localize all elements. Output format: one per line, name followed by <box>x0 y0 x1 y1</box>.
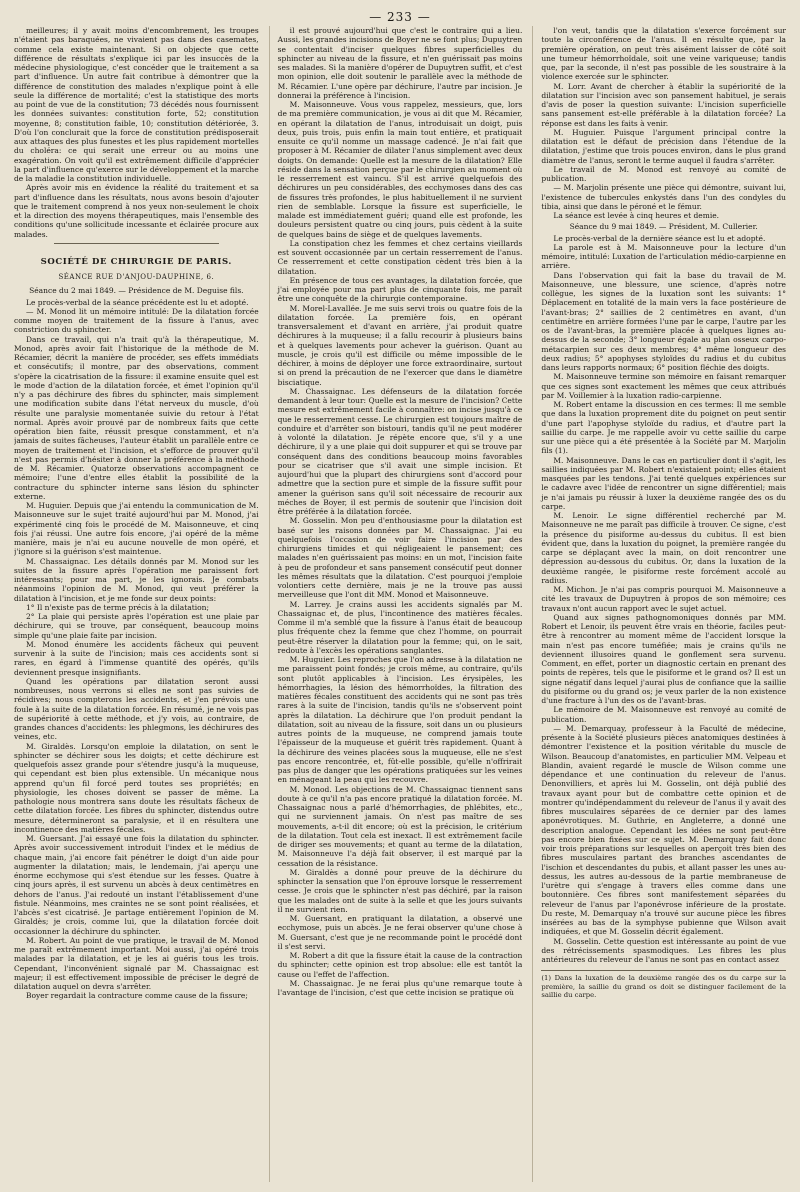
paragraph: M. Larrey. Je crains aussi les accidents signalés par M. Chassaignac et, de plus, l'incontinence des matières fécales. Comme il m'a semblé que la fissure à l'anus était de beaucoup plus fréquente chez la femme que chez l'homme, on pourrait peut-être réserver la dilatation pour la femme; qui, on le sait, redoute à l'excès les opérations sanglantes. <box>277 599 523 655</box>
paragraph: Boyer regardait la contracture comme cause de la fissure; <box>26 991 248 1001</box>
paragraph: M. Guersant, en pratiquant la dilatation, a observé une ecchymose, puis un abcès. Je ne ferai observer qu'une chose à M. Guersant, c'est que je ne recommande point le procédé dont il s'est servi. <box>277 914 523 951</box>
text-columns <box>14 26 786 1182</box>
paragraph: l'on veut, tandis que la dilatation s'exerce forcément sur toute la circonférence de l'anus. Il en résulte que, par la première opération, on peut très aisément laisser de côté soit une tumeur hémorrhoïdale, soit une veine variqueuse; tandis que, par la seconde, il n'est pas possible de les soustraire à la violence exercée sur le sphincter. <box>541 26 787 82</box>
paragraph: La parole est à M. Maisonneuve pour la lecture d'un mémoire, intitulé: Luxation de l'articulation médio-carpienne en arrière. <box>541 242 787 271</box>
paragraph: M. Maisonneuve termine son mémoire en faisant remarquer que ces signes sont exactement les mêmes que ceux attribués par M. Voillemier à la luxation radio-carpienne. <box>541 372 787 400</box>
paragraph: M. Maisonneuve. Dans le cas en particulier dont il s'agit, les saillies indiquées par M. Robert n'existaient point; elles étaient masquées par les tendons. J'ai tenté quelques expériences sur le cadavre avec l'idée de rencontrer un signe différentiel; mais je n'ai jamais pu réussir à luxer la deuxième rangée des os du carpe. <box>541 455 787 511</box>
paragraph: Dans l'observation qui fait la base du travail de M. Maisonneuve, une blessure, une science, d'après notre collègue, les signes de la luxation sont les suivants: 1° Déplacement en totalité de la main vers la face postérieure de l'avant-bras; 2° saillies de 2 centimètres en avant, d'un centimètre en arrière formées l'une par le carpe, l'autre par les os de l'avant-bras, la première placée à quelques lignes au-dessus de la seconde; 3° longueur égale au plan osseux carpo-métacarpien sur ces deux membres; 4° même longueur des deux radius; 5° apophyses styloïdes du radius et du cubitus dans leurs rapports normaux; 6° position fléchie des doigts. <box>541 270 787 372</box>
paragraph: Quand les opérations par dilatation seront aussi nombreuses, nous verrons si elles ne sont pas suivies de récidives; nous compterons les accidents, et j'en prévois une foule à la suite de la dilatation forcée. En résumé, je ne vois pas de supériorité à cette méthode, et j'y vois, au contraire, de grandes chances d'accidents: les phlegmons, les déchirures des veines, etc. <box>14 676 259 742</box>
paragraph: Le mémoire de M. Maisonneuve est renvoyé au comité de publication. <box>541 705 787 724</box>
paragraph: M. Gosselin. Cette question est intéressante au point de vue des rétrécissements spasmodiques. Les fibres les plus antérieures du releveur de l'anus ne sont pas en contact assez <box>541 936 787 964</box>
paragraph: M. Lorr. Avant de chercher à établir la supériorité de la dilatation sur l'incision avec son pansement habituel, je serais d'avis de poser la question suivante: L'incision superficielle sans pansement est-elle préférable à la dilatation forcée? La réponse est dans les faits à venir. <box>541 81 787 128</box>
paragraph: — M. Demarquay, professeur à la Faculté de médecine, présente à la Société plusieurs pièces anatomiques destinées à démontrer l'existence et la position véritable du muscle de Wilson. Beaucoup d'anatomistes, en particulier MM. Velpeau et Blandin, avaient regardé le muscle de Wilson comme une dépendance et une continuation du releveur de l'anus. Denonvilliers, et après lui M. Gosselin, ont déjà publié des travaux ayant pour but de combattre cette opinion et de montrer qu'indépendamment du releveur de l'anus il y avait des fibres musculaires séparées de ce dernier par des lames aponévrotiques. M. Guthrie, en Angleterre, a donné une description analogue. Cependant les idées ne sont peut-être pas encore bien fixées sur ce sujet. M. Demarquay fait donc voir trois préparations sur lesquelles on aperçoit très bien des fibres musculaires partant des branches ascendantes de l'ischion et descendantes du pubis, et allant passer les unes au-dessus, les autres au-dessous de la partie membraneuse de l'urètre qui s'engage à travers elles comme dans une boutonnière. Ces fibres sont manifestement séparées du releveur de l'anus par l'aponévrose inférieure de la prostate. Du reste, M. Demarquay n'a trouvé sur aucune pièce les fibres insérées au bas de la symphyse pubienne que Wilson avait indiquées, et que M. Gosselin décrit également. <box>541 723 787 937</box>
paragraph: — M. Marjolin présente une pièce qui démontre, suivant lui, l'existence de tubercules enkystés dans l'un des condyles du tibia, ainsi que dans le péroné et le fémur. <box>541 183 787 211</box>
session-address: SÉANCE RUE D'ANJOU-DAUPHINE, 6. <box>58 273 215 281</box>
column-2 <box>269 26 523 1182</box>
paragraph: Le procès-verbal de la dernière séance est lu et adopté. <box>553 233 766 243</box>
paragraph: M. Monod. Les objections de M. Chassaignac tiennent sans doute à ce qu'il n'a pas encore pratiqué la dilatation forcée. M. Chassaignac nous a parlé d'hémorrhagies, de phlébites, etc., qui ne surviennent jamais. On n'est pas maître de ses mouvements, a-t-il dit encore; où est la précision, le critérium de la dilatation. Tout cela est inexact. Il est extrêmement facile de diriger ses mouvements; et quant au terme de la dilatation, M. Maisonneuve l'a déjà fait observer, il est marqué par la cessation de la résistance. <box>277 784 523 868</box>
column-1 <box>14 26 259 1182</box>
paragraph: M. Robert a dit que la fissure était la cause de la contraction du sphincter; cette opinion est trop absolue: elle est tantôt la cause ou l'effet de l'affection. <box>277 951 523 979</box>
paragraph: La séance est levée à cinq heures et demie. <box>553 211 720 220</box>
paragraph: M. Maisonneuve. Vous vous rappelez, messieurs, que, lors de ma première communication, je vous ai dit que M. Récamier, en opérant la dilatation de l'anus, introduisait un doigt, puis deux, puis trois, puis enfin la main tout entière, et pratiquait ensuite ce qu'il nomme un massage cadencé. Je n'ai fait que proposer à M. Récamier de dilater l'anus simplement avec deux doigts. On demande: Quelle est la mesure de la dilatation? Elle réside dans la sensation perçue par le chirurgien au moment où le resserrement est vaincu. S'il est arrivé quelquefois des déchirures un peu considérables, des ecchymoses dans des cas de fissures très profondes, le plus habituellement il ne survient rien de semblable. Lorsque la fissure est superficielle, le malade est immédiatement guéri; quand elle est profonde, les douleurs persistent quatre ou cinq jours, puis cèdent à la suite de quelques bains de siège et de quelques lavements. <box>277 100 523 239</box>
paragraph: 2° La plaie qui persiste après l'opération est une plaie par déchirure, qui se trouve, par conséquent, beaucoup moins simple qu'une plaie faite par incision. <box>14 612 259 640</box>
paragraph: M. Morel-Lavallée. Je me suis servi trois ou quatre fois de la dilatation forcée. La première fois, en opérant transversalement et d'avant en arrière, j'ai produit quatre déchirures à la muqueuse; il a fallu recourir à plusieurs bains et à quelques lavements pour achever la guérison. Quant au muscle, je crois qu'il est difficile ou même impossible de le déchirer, à moins de déployer une force extraordinaire, surtout si on prend la précaution de ne l'exercer que dans le diamètre bisciatique. <box>277 303 523 387</box>
paragraph: M. Robert. Au point de vue pratique, le travail de M. Monod me paraît extrêmement important. Moi aussi, j'ai opéré trois malades par la dilatation, et je les ai guéris tous les trois. Cependant, l'inconvénient signalé par M. Chassaignac est majeur; il est effectivement impossible de préciser le degré de dilatation auquel on devra s'arrêter. <box>14 935 259 991</box>
paragraph: M. Giraldès. Lorsqu'on emploie la dilatation, on sent le sphincter se déchirer sous les doigts; et cette déchirure est quelquefois assez grande pour s'étendre jusqu'à la muqueuse, qui cependant est bien plus extensible. Un mécanique nous apprend qu'un fil forcé perd toutes ses propriétés; en physiologie, les choses doivent se passer de même. La pathologie nous montrera sans doute les résultats fâcheux de cette dilatation forcée. Les fibres du sphincter, distendus outre mesure, détermineront sa paralysie, et il en résultera une incontinence des matières fécales. <box>14 741 259 834</box>
paragraph: M. Huguier. Les reproches que l'on adresse à la dilatation ne me paraissent point fondés; je crois même, au contraire, qu'ils sont plutôt applicables à l'incision. Les érysipèles, les hémorrhagies, la lésion des hémorrhoïdes, la filtration des matières fécales constituent des accidents qui ne sont pas très rares à la suite de l'incision, tandis qu'ils ne s'observent point après la dilatation. La déchirure que l'on produit pendant la dilatation, soit au niveau de la fissure, soit dans un ou plusieurs autres points de la muqueuse, ne comprend jamais toute l'épaisseur de la muqueuse et guérit très rapidement. Quant à la déchirure des veines placées sous la muqueuse, elle ne s'est pas encore rencontrée, et, fût-elle possible, qu'elle n'offrirait pas plus de danger que les opérations pratiquées sur les veines en ménageant la peau qui les recouvre. <box>277 655 523 785</box>
session-heading-2: Séance du 9 mai 1849. — Président, M. Cullerier. <box>569 222 758 232</box>
paragraph: M. Gosselin. Mon peu d'enthousiasme pour la dilatation est basé sur les raisons données par M. Chassaignac. J'ai eu quelquefois l'occasion de voir faire l'incision par des chirurgiens timides et qui négligeaient le pansement; ces malades n'en guérissaient pas moins: en un mot, l'incision faite à peu de profondeur et sans pansement consécutif peut donner les mêmes résultats que la dilatation. C'est pourquoi j'emploie volontiers cette dernière, mais je ne la trouve pas aussi merveilleuse que l'ont dit MM. Monod et Maisonneuve. <box>277 516 523 600</box>
paragraph: M. Chassaignac. Les défenseurs de la dilatation forcée demandent à leur tour: Quelle est la mesure de l'incision? Cette mesure est extrêmement facile à connaître: on incise jusqu'à ce que le resserrement cesse. Le chirurgien est toujours maître de conduire et d'arrêter son bistouri, tandis qu'il ne peut modérer à volonté la dilatation. Je répète encore que, s'il y a une déchirure, il y a une plaie qui doit suppurer et qui se trouve par conséquent dans des conditions beaucoup moins favorables pour se cicatriser que s'il avait une simple incision. Et aujourd'hui que la plupart des chirurgiens sont d'accord pour admettre que la section pure et simple de la fissure suffit pour amener la guérison sans qu'il soit nécessaire de recourir aux méches de Boyer, il est permis de soutenir que l'incision doit être préférée à la dilatation forcée. <box>277 386 523 516</box>
paragraph: Quand aux signes pathognomoniques donnés par MM. Robert et Lenoir, ils peuvent être vrais en théorie, faciles peut-être à rencontrer au moment même de l'accident lorsque la main n'est pas encore tuméfiée; mais je crains qu'ils ne deviennent illusoires quand le gonflement sera survenu. Comment, en effet, porter un diagnostic certain en prenant des points de repères, tels que le pisiforme et le grand os? Il est un signe négatif dans lequel j'aurai plus de confiance que la saillie du pisiforme ou du grand os; je veux parler de la non existence d'une fracture à l'un des os de l'avant-bras. <box>541 612 787 705</box>
session-heading: Séance du 2 mai 1849. — Présidence de M. Deguise fils. <box>29 286 244 296</box>
page-number: — 233 — <box>369 10 431 24</box>
footnote: (1) Dans la luxation de la deuxième rangée des os du carpe sur la première, la saillie du grand os doit se distinguer facilement de la saillie du carpe. <box>541 970 786 1000</box>
paragraph: M. Chassaignac. Je ne ferai plus qu'une remarque toute à l'avantage de l'incision, c'est que cette incision se pratique où <box>277 978 523 997</box>
paragraph: M. Huguier. Depuis que j'ai entendu la communication de M. Maisonneuve sur le sujet traité aujourd'hui par M. Monod, j'ai expérimenté cinq fois le procédé de M. Maisonneuve, et cinq fois j'ai réussi. Une autre fois encore, j'ai opéré de la même manière, mais je n'ai eu aucune nouvelle de mon opéré, et j'ignore si la guérison s'est maintenue. <box>14 501 259 557</box>
section-title: SOCIÉTÉ DE CHIRURGIE DE PARIS. <box>40 256 232 267</box>
paragraph: M. Monod énumère les accidents fâcheux qui peuvent survenir à la suite de l'incision; mais ces accidents sont si rares, en égard à l'immense quantité des opérés, qu'ils deviennent presque insignifiants. <box>14 639 259 677</box>
paragraph: Le travail de M. Monod est renvoyé au comité de publication. <box>541 164 787 183</box>
paragraph: M. Huguier. Puisque l'argument principal contre la dilatation est le défaut de précision dans l'étendue de la dilatation, j'estime que trois pouces environ, dans le plus grand diamètre de l'anus, seront le terme auquel il faudra s'arrêter. <box>541 127 787 165</box>
paragraph: il est prouvé aujourd'hui que c'est le contraire qui a lieu. Aussi, les grandes incisions de Boyer ne se font plus; Dupuytren se contentait d'inciser quelques fibres superficielles du sphincter au niveau de la fissure, et n'en guérissait pas moins ses malades. Si la manière d'opérer de Dupuytren suffit, et c'est mon opinion, elle doit soutenir le parallèle avec la méthode de M. Récamier. L'une opère par déchirure, l'autre par incision. Je donnerai la préférence à l'incision. <box>277 26 523 100</box>
paragraph: M. Guersant. J'ai essayé une fois la dilatation du sphincter. Après avoir successivement introduit l'index et le médius de chaque main, j'ai encore fait pénétrer le doigt d'un aide pour augmenter la dilatation; mais, le lendemain, j'ai aperçu une énorme ecchymose qui s'est étendue sur les fesses. Quatre à cinq jours après, il est survenu un abcès à deux centimètres en dehors de l'anus. J'ai redouté un instant l'établissement d'une fistule. Néanmoins, mes craintes ne se sont point réalisées, et l'abcès s'est cicatrisé. Je partage entièrement l'opinion de M. Giraldès; je crois, comme lui, que la dilatation forcée doit occasionner la déchirure du sphincter. <box>14 834 259 936</box>
paragraph: La constipation chez les femmes et chez certains vieillards est souvent occasionnée par un certain resserrement de l'anus. Ce resserrement et cette constipation cèdent très bien à la dilatation. <box>277 238 523 276</box>
paragraph: M. Robert entame la discussion en ces termes: Il me semble que dans la luxation proprement dite du poignet on peut sentir d'une part l'apophyse styloïde du radius, et d'autre part la saillie du carpe. Je me rappelle avoir vu cette saillie du carpe sur une pièce qui a été présentée à la Société par M. Marjolin fils (1). <box>541 400 787 456</box>
column-3 <box>532 26 786 1182</box>
paragraph: En présence de tous ces avantages, la dilatation forcée, que j'ai employée pour ma part plus de cinquante fois, me paraît être une conquête de la chirurgie contemporaine. <box>277 275 523 304</box>
section-rule <box>54 243 219 244</box>
paragraph: Après avoir mis en évidence la réalité du traitement et sa part d'influence dans les résultats, nous avons besoin d'ajouter que le traitement comprend à nos yeux non-seulement le choix et la direction des moyens thérapeutiques, mais l'ensemble des conditions qu'une sollicitude incessante et éclairée procure aux malades. <box>14 183 259 239</box>
paragraph: — M. Monod lit un mémoire intitulé: De la dilatation forcée comme moyen de traitement de la fissure à l'anus, avec constriction du sphincter. <box>14 306 259 335</box>
paragraph: 1° Il n'existe pas de terme précis à la dilatation; <box>26 602 210 612</box>
paragraph: M. Giraldès a donné pour preuve de la déchirure du sphincter la sensation que l'on éprouve lorsque le resserrement cesse. Je crois que le sphincter n'est pas déchiré, par la raison que les malades ont de suite à la selle et que les jours suivants il ne survient rien. <box>277 867 523 914</box>
paragraph: Dans ce travail, qui n'a trait qu'à la thérapeutique, M. Monod, après avoir fait l'historique de la méthode de M. Récamier, décrit la manière de procéder, ses effets immédiats et consécutifs; il montre, par des observations, comment s'opère la cicatrisation de la fissure: il examine ensuite quel est le mode d'action de la dilatation forcée, et émet l'opinion qu'il n'y a pas déchirure des fibres du sphincter, mais simplement une modification subite dans l'état nerveux du muscle, d'où résulte une paralysie momentanée suivie du retour à l'état normal. Après avoir prouvé par de nombreux faits que cette opération bien faite, réussit presque constamment, et n'a jamais de suites fâcheuses, l'auteur établit un parallèle entre ce moyen de traitement et l'incision, et s'efforce de prouver qu'il n'est pas permis d'hésiter à donner la préférence à la méthode de M. Récamier. Quatorze observations accompagnent ce mémoire; l'une d'entre elles établit la possibilité de la contracture du sphincter interne sans lésion du sphincter externe. <box>14 334 259 501</box>
paragraph: meilleures; il y avait moins d'encombrement, les troupes n'étaient pas baraquées, ne vivaient pas dans des casemates, comme cela existe maintenant. Si on objecte que cette différence de résultats s'explique ici par les insuccès de la médecine physiologique, c'est concéder que le traitement a sa part d'influence. Un autre fait contribue à démontrer que la différence de constitution des malades n'explique point à elle seule la différence de mortalité; c'est la statistique des morts au point de vue de la constitution; 73 décédés nous fournissent les données suivantes: constitution forte, 52; constitution moyenne, 8; constitution faible, 10; constitution détériorée, 3. D'où l'on conclurait que la force de constitution prédisposerait aux attaques des plus funestes et les plus rapidement mortelles du choléra: ce qui serait une erreur ou au moins une exagération. On voit qu'il est extrêmement difficile d'apprécier la part d'influence qu'exerce sur le développement et la marche de la maladie la constitution individuelle. <box>14 26 259 183</box>
paragraph: M. Lenoir. Le signe différentiel recherché par M. Maisonneuve ne me paraît pas difficile à trouver. Ce signe, c'est la présence du pisiforme au-dessus du cubitus. Il est bien évident que, dans la luxation du poignet, la première rangée du carpe se déplaçant avec la main, on doit rencontrer une dépression au-dessous du cubitus. Or, dans la luxation de la deuxième rangée, le pisiforme reste forcément accolé au radius. <box>541 511 787 585</box>
paragraph: M. Chassaignac. Les détails donnés par M. Monod sur les suites de la fissure après l'opération me paraissent fort intéressants; pour ma part, je les ignorais. Je combats néanmoins l'opinion de M. Monod, qui veut préférer la dilatation à l'incision, et je me fonde sur deux points: <box>14 556 259 603</box>
paragraph: M. Michon. Je n'ai pas compris pourquoi M. Maisonneuve a cité les travaux de Dupuytren à propos de son mémoire; ces travaux n'ont aucun rapport avec le sujet actuel. <box>541 585 787 613</box>
paragraph: Le procès-verbal de la séance précédente est lu et adopté. <box>26 297 249 307</box>
